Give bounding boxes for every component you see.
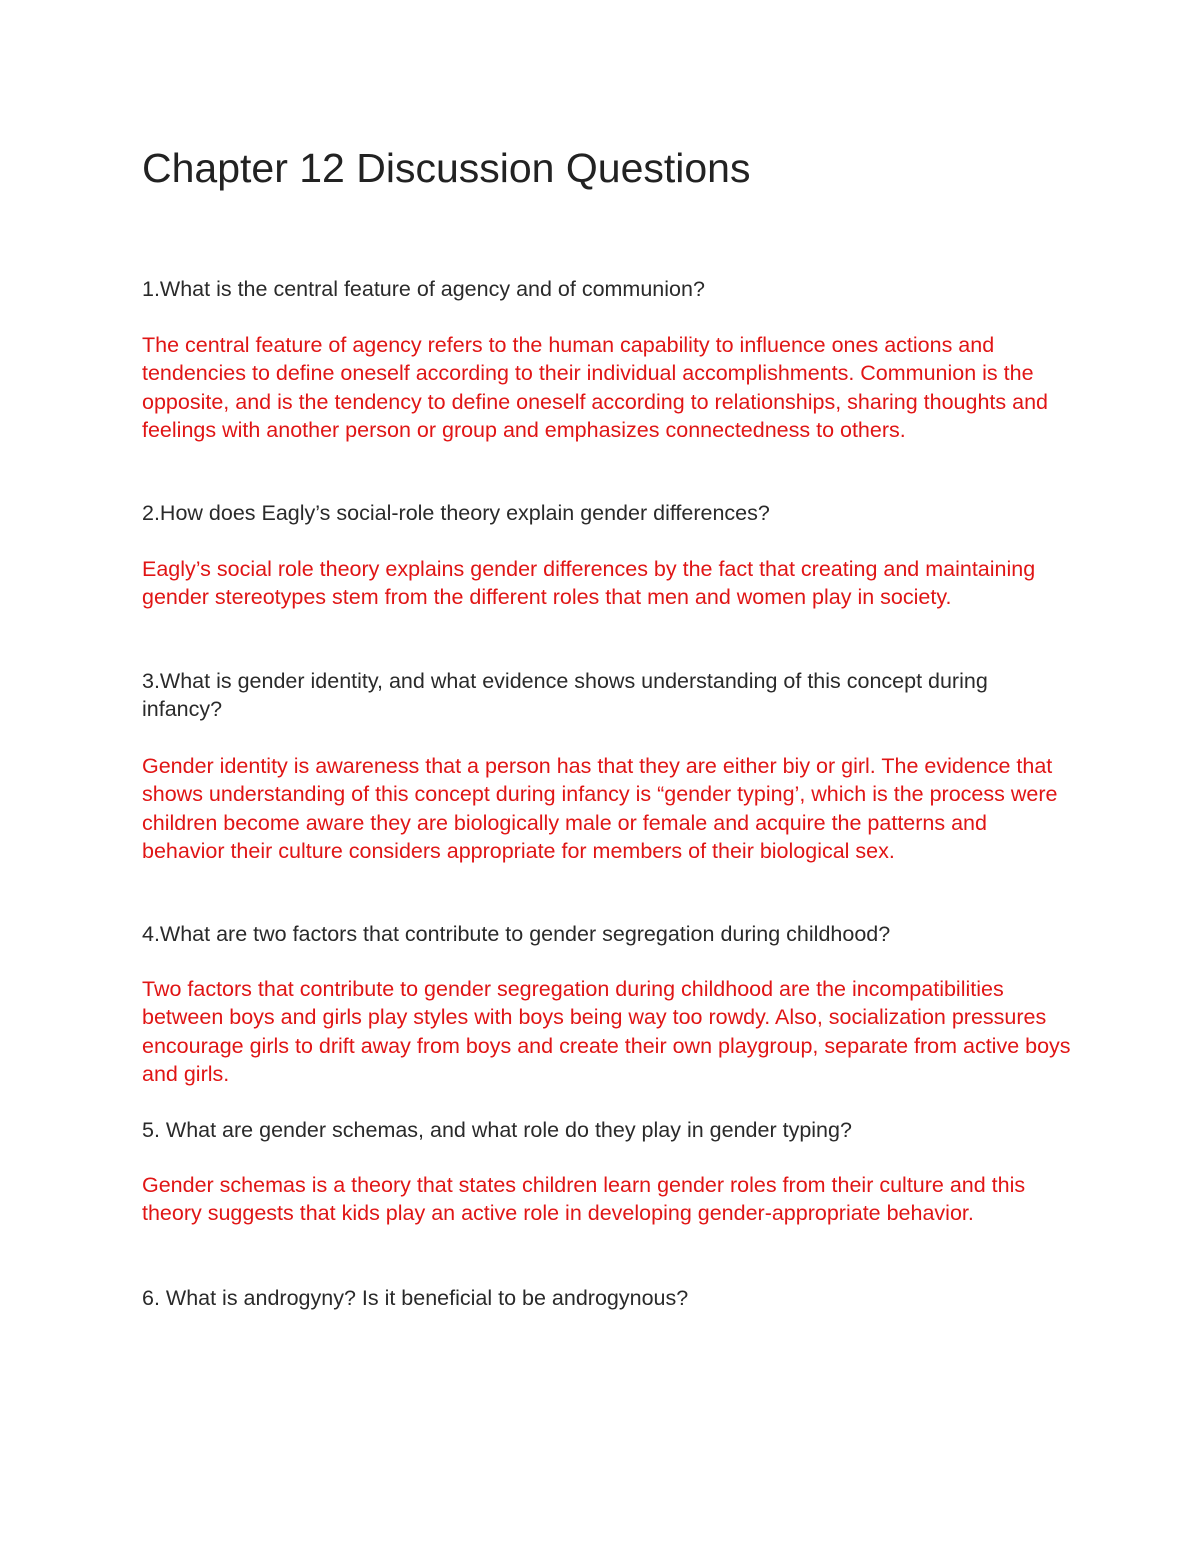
answer-5: Gender schemas is a theory that states children learn gender roles from their culture and this theory suggests that kids play an active role in developing gender-appropriate behavior. — [142, 1173, 1026, 1226]
answer-2: Eagly’s social role theory explains gender differences by the fact that creating and maintaining gender stereotypes stem from the different roles that men and women play in society. — [142, 557, 1036, 610]
question-2: 2.How does Eagly’s social-role theory explain gender differences? — [142, 501, 770, 525]
answer-3: Gender identity is awareness that a person has that they are either biy or girl. The evidence that shows understanding of this concept during infancy is “gender typing’, which is the process were children become aware they are biologically male or female and acquire the patterns and behavior their culture considers appropriate for members of their biological sex. — [142, 754, 1058, 864]
question-5: 5. What are gender schemas, and what role do they play in gender typing? — [142, 1118, 852, 1142]
answer-1: The central feature of agency refers to the human capability to influence ones actions and tendencies to define oneself according to their individual accomplishments. Communion is the opposite, and is the tendency to define oneself according to relationships, sharing thoughts and feelings with another person or group and emphasizes connectedness to others. — [142, 333, 1049, 443]
question-1: 1.What is the central feature of agency and of communion? — [142, 277, 705, 301]
question-4: 4.What are two factors that contribute to gender segregation during childhood? — [142, 922, 891, 946]
question-6: 6. What is androgyny? Is it beneficial to be androgynous? — [142, 1286, 689, 1310]
question-3: 3.What is gender identity, and what evidence shows understanding of this concept during infancy? — [142, 669, 988, 722]
answer-4: Two factors that contribute to gender segregation during childhood are the incompatibilities between boys and girls play styles with boys being way too rowdy. Also, socialization pressures encourage girls to drift away from boys and create their own playgroup, separate from active boys and girls. — [142, 977, 1071, 1087]
page-title: Chapter 12 Discussion Questions — [142, 145, 751, 191]
